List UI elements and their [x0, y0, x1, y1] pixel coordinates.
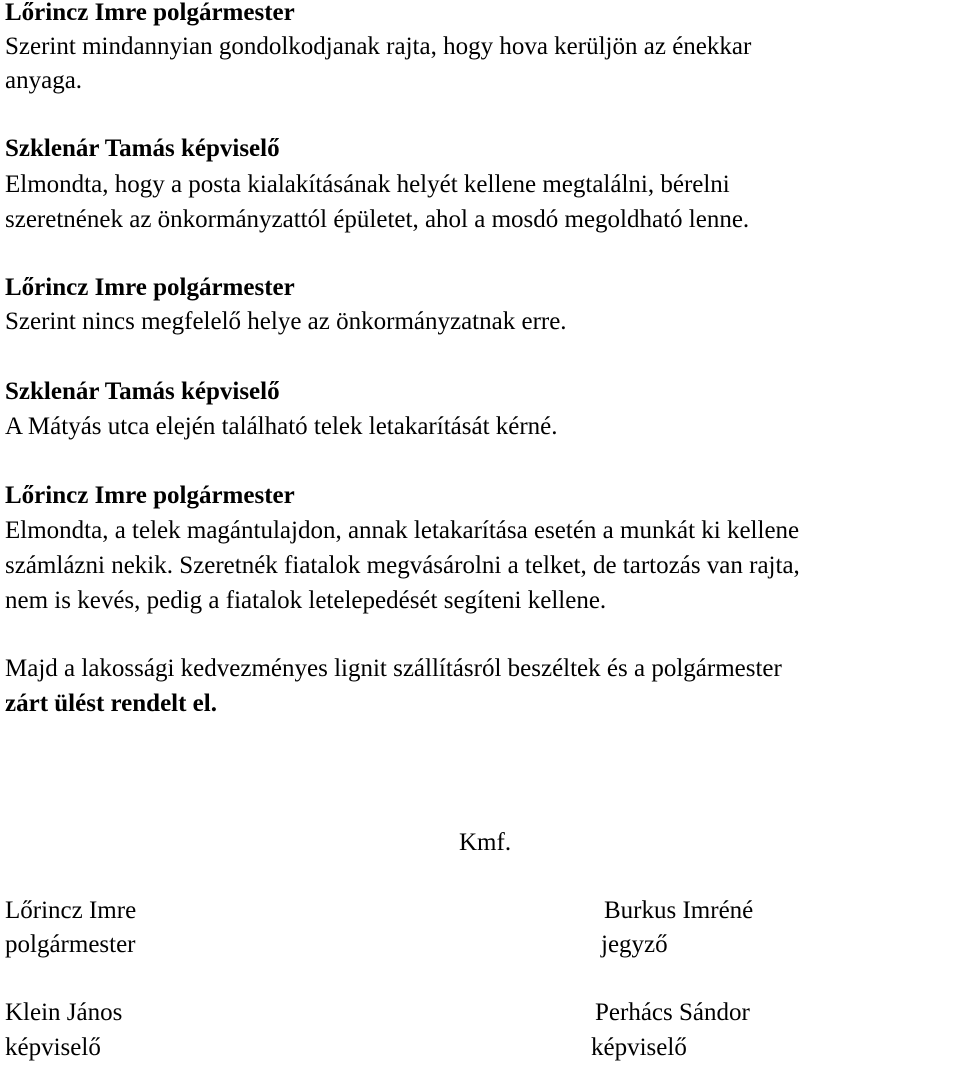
signature-name: Perhács Sándor [595, 999, 750, 1026]
paragraph-line: Szerint nincs megfelelő helye az önkormányzatnak erre. [5, 308, 567, 335]
speaker-heading: Lőrincz Imre polgármester [5, 0, 295, 26]
kmf-label: Kmf. [459, 829, 512, 856]
closing-bold-line: zárt ülést rendelt el. [5, 690, 217, 717]
paragraph-line: Szerint mindannyian gondolkodjanak rajta, hogy hova kerüljön az énekkar [5, 33, 752, 60]
paragraph-line: A Mátyás utca elején található telek letakarítását kérné. [5, 413, 558, 440]
paragraph-line: szeretnének az önkormányzattól épületet, ahol a mosdó megoldható lenne. [5, 206, 750, 233]
signature-name: Lőrincz Imre [5, 897, 137, 924]
paragraph-line: anyaga. [5, 67, 83, 94]
speaker-heading: Szklenár Tamás képviselő [5, 135, 280, 162]
signature-title: polgármester [5, 931, 136, 958]
signature-name: Burkus Imréné [604, 897, 754, 924]
paragraph-line: Elmondta, a telek magántulajdon, annak letakarítása esetén a munkát ki kellene [5, 517, 800, 544]
paragraph-line: nem is kevés, pedig a fiatalok letelepedését segíteni kellene. [5, 587, 607, 614]
signature-name: Klein János [5, 999, 123, 1026]
signature-title: képviselő [591, 1034, 687, 1061]
speaker-heading: Lőrincz Imre polgármester [5, 482, 295, 509]
closing-line: Majd a lakossági kedvezményes lignit szállításról beszéltek és a polgármester [5, 655, 782, 682]
speaker-heading: Lőrincz Imre polgármester [5, 274, 295, 301]
paragraph-line: számlázni nekik. Szeretnék fiatalok megvásárolni a telket, de tartozás van rajta, [5, 552, 800, 579]
paragraph-line: Elmondta, hogy a posta kialakításának helyét kellene megtalálni, bérelni [5, 171, 730, 198]
signature-title: jegyző [601, 931, 668, 958]
signature-title: képviselő [5, 1034, 101, 1061]
speaker-heading: Szklenár Tamás képviselő [5, 378, 280, 405]
